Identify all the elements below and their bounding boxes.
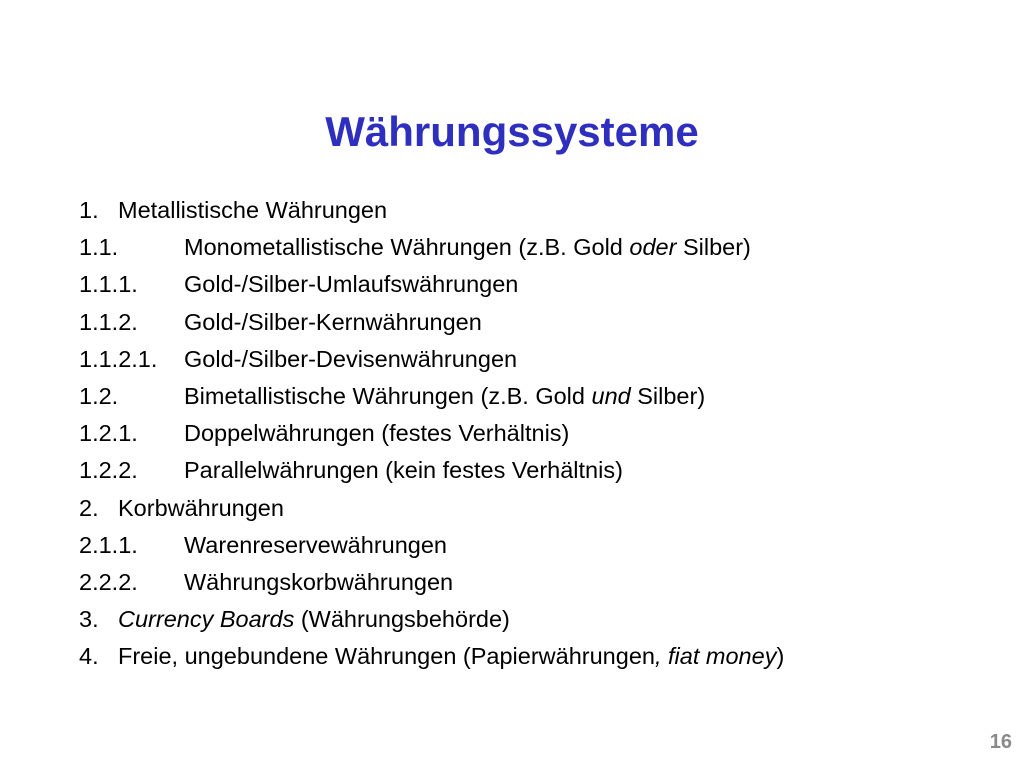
outline-item-text (184, 304, 482, 341)
outline-item-number: 4. (79, 643, 99, 670)
outline-item-number: 3. (79, 606, 99, 633)
outline-item (79, 378, 999, 415)
outline-item (79, 452, 999, 489)
outline-list (79, 192, 999, 675)
outline-item-text-part: Metallistische Währungen (118, 197, 388, 223)
outline-item-italic-text: Currency Boards (118, 606, 295, 633)
outline-item-text-part: Parallelwährungen (kein festes Verhältnis) (184, 457, 623, 484)
outline-item (79, 229, 999, 266)
outline-item-number: 2. (79, 494, 99, 521)
outline-item (79, 564, 999, 601)
outline-item (79, 192, 999, 229)
outline-item (79, 341, 999, 378)
outline-item-text-part: Silber) (630, 382, 706, 409)
outline-item-number: 1. (79, 197, 99, 223)
outline-item (79, 490, 999, 527)
outline-item-text-part: Gold-/Silber-Umlaufswährungen (184, 271, 519, 298)
outline-item-number: 1.1.2.1. (79, 345, 158, 372)
outline-item-text-part: ) (776, 643, 785, 670)
outline-item-text-part: Silber) (676, 234, 751, 261)
outline-item-italic-text: und (591, 382, 631, 409)
outline-item-text-part: Gold-/Silber-Devisenwährungen (184, 345, 518, 372)
outline-item-text-part: Bimetallistische Währungen (z.B. Gold (184, 382, 592, 409)
outline-item-text-part: Korbwährungen (118, 494, 284, 521)
outline-item-number: 1.2.1. (79, 420, 138, 447)
outline-item-number: 1.2. (79, 382, 119, 409)
outline-item-text-part: Freie, ungebundene Währungen (Papierwährungen (118, 643, 655, 670)
outline-item-text (118, 192, 387, 229)
outline-item-number: 2.2.2. (79, 568, 138, 595)
outline-item (79, 638, 999, 675)
outline-item (79, 601, 999, 638)
outline-item-text-part: Doppelwährungen (festes Verhältnis) (184, 420, 570, 447)
outline-item-text (184, 341, 517, 378)
outline-item (79, 415, 999, 452)
outline-item-text-part: Gold-/Silber-Kernwährungen (184, 308, 482, 335)
outline-item-text (184, 564, 453, 601)
outline-item-text (118, 601, 510, 638)
outline-item-text (184, 378, 705, 415)
outline-item-number: 1.1.1. (79, 271, 138, 298)
outline-item-text (184, 266, 518, 303)
outline-item-text-part: Warenreservewährungen (184, 531, 447, 558)
outline-item-text (184, 452, 623, 489)
outline-item-text-part: Monometallistische Währungen (z.B. Gold (184, 234, 630, 261)
page-number: 16 (989, 731, 1012, 753)
outline-item-text-part: (Währungsbehörde) (294, 606, 510, 633)
outline-item-italic-text: , fiat money (654, 643, 777, 670)
outline-item-number: 1.2.2. (79, 457, 138, 484)
outline-item-number: 2.1.1. (79, 531, 138, 558)
outline-item-text (184, 527, 447, 564)
outline-item-text (118, 490, 284, 527)
outline-item-italic-text: oder (629, 234, 677, 261)
outline-item-number: 1.1. (79, 234, 119, 261)
outline-item-text (184, 415, 569, 452)
outline-item (79, 266, 999, 303)
outline-item (79, 304, 999, 341)
outline-item-text-part: Währungskorbwährungen (184, 568, 454, 595)
slide-title: Währungssysteme (325, 108, 699, 156)
outline-item-text (118, 638, 784, 675)
outline-item-number: 1.1.2. (79, 308, 138, 335)
outline-item (79, 527, 999, 564)
outline-item-text (184, 229, 751, 266)
